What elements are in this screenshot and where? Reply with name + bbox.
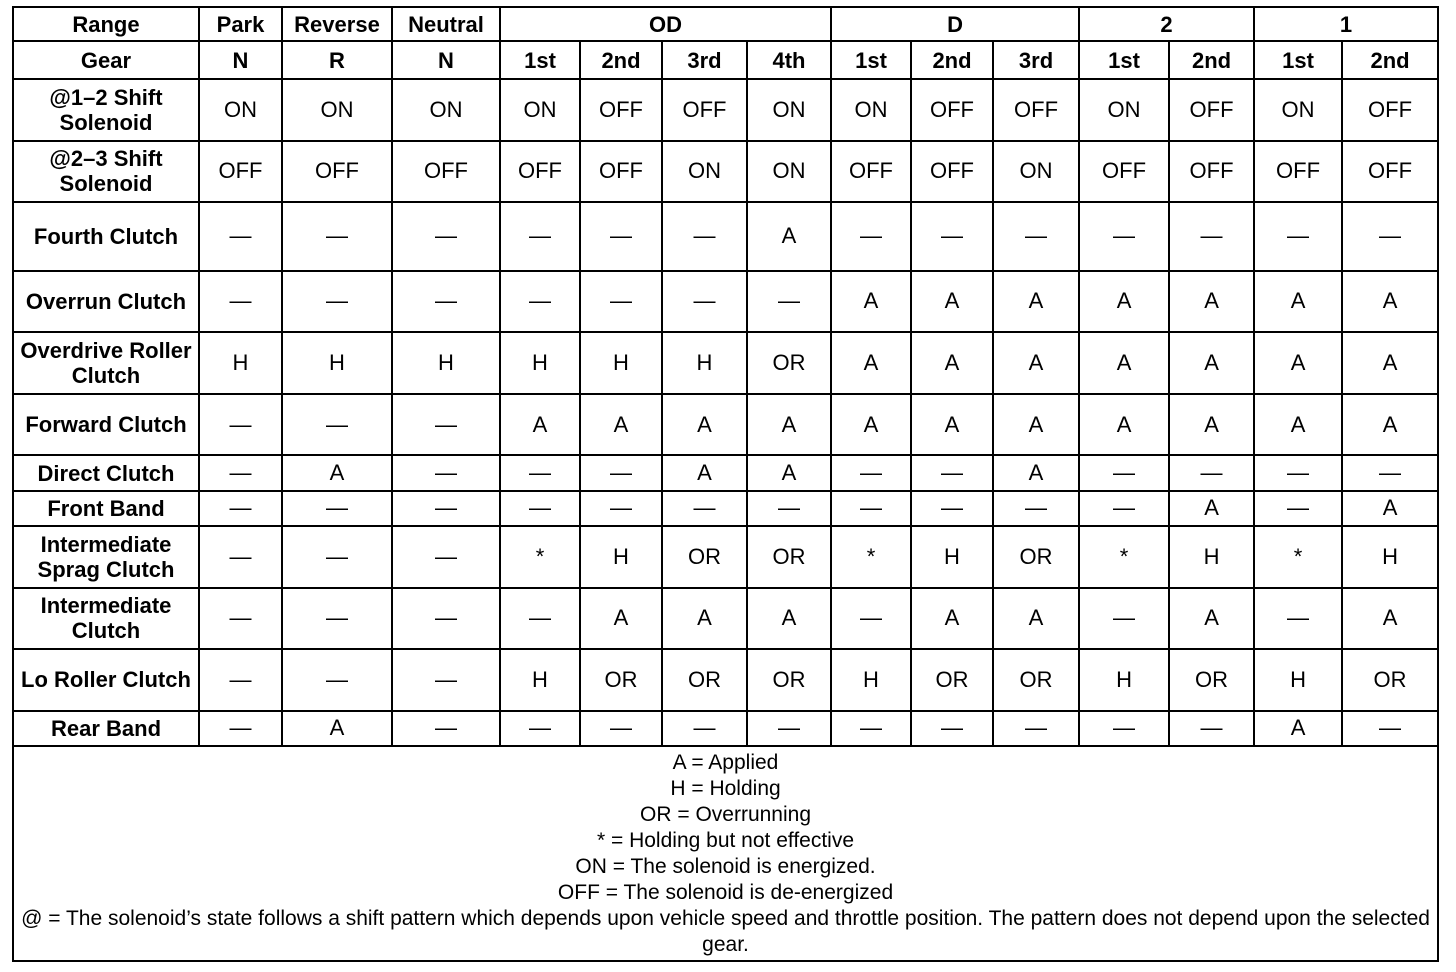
table-cell: —	[392, 526, 500, 588]
table-cell: —	[1342, 202, 1438, 271]
table-cell: A	[282, 711, 392, 746]
range-1: 1	[1254, 7, 1438, 41]
gear-cell: R	[282, 41, 392, 79]
table-cell: —	[199, 711, 282, 746]
table-row	[13, 271, 1438, 333]
gear-cell: 4th	[747, 41, 831, 79]
table-cell: OFF	[1169, 79, 1254, 141]
table-cell: ON	[392, 79, 500, 141]
table-cell: —	[831, 202, 911, 271]
gear-cell: 1st	[1079, 41, 1169, 79]
table-cell: A	[1169, 394, 1254, 456]
table-cell: *	[500, 526, 580, 588]
table-cell: —	[282, 202, 392, 271]
gear-cell: 2nd	[1342, 41, 1438, 79]
table-cell: —	[500, 271, 580, 333]
row-label: Intermediate Sprag Clutch	[13, 526, 199, 588]
table-cell: —	[1169, 455, 1254, 490]
table-cell: —	[392, 711, 500, 746]
table-cell: —	[1079, 202, 1169, 271]
table-cell: *	[831, 526, 911, 588]
table-cell: —	[580, 202, 662, 271]
legend-holding: H = Holding	[670, 776, 781, 800]
gear-cell: 2nd	[911, 41, 993, 79]
table-cell: H	[580, 332, 662, 394]
table-cell: A	[1342, 332, 1438, 394]
table-cell: —	[580, 491, 662, 526]
table-cell: ON	[993, 141, 1079, 203]
table-row	[13, 332, 1438, 394]
legend-overrunning: OR = Overrunning	[640, 802, 812, 826]
table-cell: —	[911, 711, 993, 746]
table-cell: —	[911, 491, 993, 526]
table-cell: A	[993, 271, 1079, 333]
row-label: Lo Roller Clutch	[13, 649, 199, 711]
table-cell: OFF	[500, 141, 580, 203]
table-cell: —	[392, 588, 500, 650]
table-cell: —	[282, 271, 392, 333]
table-cell: A	[993, 332, 1079, 394]
table-cell: —	[392, 649, 500, 711]
table-row	[13, 491, 1438, 526]
legend-asterisk: * = Holding but not effective	[596, 828, 855, 852]
row-label: Overdrive Roller Clutch	[13, 332, 199, 394]
table-cell: A	[747, 588, 831, 650]
table-cell: OR	[1169, 649, 1254, 711]
table-cell: A	[747, 394, 831, 456]
row-label: Intermediate Clutch	[13, 588, 199, 650]
range-neutral: Neutral	[392, 7, 500, 41]
table-cell: A	[1342, 588, 1438, 650]
table-cell: OR	[993, 649, 1079, 711]
table-cell: —	[1079, 711, 1169, 746]
table-cell: H	[500, 649, 580, 711]
table-cell: ON	[747, 141, 831, 203]
table-cell: —	[500, 711, 580, 746]
table-cell: H	[500, 332, 580, 394]
table-cell: —	[580, 711, 662, 746]
table-cell: H	[1169, 526, 1254, 588]
table-cell: —	[199, 394, 282, 456]
table-cell: ON	[282, 79, 392, 141]
table-cell: —	[392, 394, 500, 456]
table-cell: A	[662, 588, 747, 650]
range-2: 2	[1079, 7, 1254, 41]
range-header-label: Range	[13, 7, 199, 41]
table-cell: ON	[747, 79, 831, 141]
table-cell: —	[662, 271, 747, 333]
table-cell: OR	[747, 526, 831, 588]
table-cell: A	[1254, 332, 1342, 394]
table-cell: —	[1169, 711, 1254, 746]
table-row	[13, 526, 1438, 588]
table-cell: A	[662, 394, 747, 456]
table-cell: OR	[662, 649, 747, 711]
table-cell: A	[911, 271, 993, 333]
table-cell: A	[282, 455, 392, 490]
table-cell: —	[911, 202, 993, 271]
table-cell: —	[199, 271, 282, 333]
table-cell: ON	[1254, 79, 1342, 141]
table-cell: —	[1342, 711, 1438, 746]
legend-on: ON = The solenoid is energized.	[575, 854, 876, 878]
gear-cell: 2nd	[580, 41, 662, 79]
table-cell: H	[580, 526, 662, 588]
gear-header-label: Gear	[13, 41, 199, 79]
table-cell: OFF	[911, 141, 993, 203]
table-cell: A	[1254, 711, 1342, 746]
row-label: @2–3 Shift Solenoid	[13, 141, 199, 203]
table-row	[13, 711, 1438, 746]
table-cell: ON	[199, 79, 282, 141]
table-cell: H	[911, 526, 993, 588]
table-cell: A	[1254, 394, 1342, 456]
table-cell: A	[1079, 271, 1169, 333]
table-cell: —	[1079, 491, 1169, 526]
table-cell: ON	[831, 79, 911, 141]
table-cell: A	[1169, 271, 1254, 333]
table-body	[13, 79, 1438, 746]
table-cell: A	[993, 455, 1079, 490]
table-cell: ON	[1079, 79, 1169, 141]
table-row	[13, 141, 1438, 203]
table-cell: —	[1342, 455, 1438, 490]
legend-at: @ = The solenoid’s state follows a shift pattern which depends upon vehicle speed and throttle position. The pattern does not depend upon the selected gear.	[21, 906, 1430, 956]
table-cell: A	[1169, 332, 1254, 394]
table-cell: OFF	[1342, 79, 1438, 141]
table-cell: —	[199, 202, 282, 271]
table-cell: ON	[500, 79, 580, 141]
table-cell: —	[282, 649, 392, 711]
table-cell: —	[831, 491, 911, 526]
table-cell: OFF	[831, 141, 911, 203]
table-cell: —	[199, 526, 282, 588]
table-cell: H	[1254, 649, 1342, 711]
table-cell: OR	[911, 649, 993, 711]
table-cell: OR	[1342, 649, 1438, 711]
table-cell: A	[831, 394, 911, 456]
row-label: @1–2 Shift Solenoid	[13, 79, 199, 141]
row-label: Forward Clutch	[13, 394, 199, 456]
table-cell: OFF	[580, 79, 662, 141]
table-cell: —	[1079, 455, 1169, 490]
table-cell: A	[1169, 491, 1254, 526]
gear-cell: N	[199, 41, 282, 79]
table-cell: —	[1254, 491, 1342, 526]
table-cell: —	[747, 271, 831, 333]
table-cell: —	[199, 491, 282, 526]
table-cell: A	[831, 332, 911, 394]
table-cell: —	[580, 455, 662, 490]
range-d: D	[831, 7, 1079, 41]
table-cell: A	[580, 394, 662, 456]
table-cell: A	[1079, 332, 1169, 394]
table-cell: H	[392, 332, 500, 394]
table-cell: —	[282, 588, 392, 650]
table-cell: OFF	[199, 141, 282, 203]
table-cell: —	[662, 711, 747, 746]
table-cell: A	[1169, 588, 1254, 650]
table-cell: OR	[747, 649, 831, 711]
table-cell: A	[993, 588, 1079, 650]
table-cell: A	[747, 202, 831, 271]
table-cell: OFF	[993, 79, 1079, 141]
table-row	[13, 202, 1438, 271]
row-label: Overrun Clutch	[13, 271, 199, 333]
shift-table-container	[12, 6, 1437, 962]
row-label: Direct Clutch	[13, 455, 199, 490]
table-cell: OFF	[1342, 141, 1438, 203]
table-cell: A	[1342, 491, 1438, 526]
table-cell: —	[1254, 455, 1342, 490]
table-cell: OFF	[392, 141, 500, 203]
table-cell: *	[1079, 526, 1169, 588]
table-cell: A	[911, 394, 993, 456]
legend-applied: A = Applied	[672, 750, 779, 774]
gear-cell: 1st	[1254, 41, 1342, 79]
table-cell: —	[1079, 588, 1169, 650]
table-cell: A	[993, 394, 1079, 456]
table-cell: A	[1342, 394, 1438, 456]
table-cell: —	[500, 491, 580, 526]
table-cell: OR	[580, 649, 662, 711]
table-cell: OR	[747, 332, 831, 394]
table-row	[13, 79, 1438, 141]
table-cell: A	[831, 271, 911, 333]
table-cell: H	[831, 649, 911, 711]
table-cell: OFF	[1254, 141, 1342, 203]
table-cell: —	[662, 491, 747, 526]
table-cell: —	[911, 455, 993, 490]
range-od: OD	[500, 7, 831, 41]
gear-cell: 3rd	[662, 41, 747, 79]
table-cell: OFF	[662, 79, 747, 141]
table-cell: —	[392, 271, 500, 333]
shift-solenoid-clutch-table	[12, 6, 1439, 962]
range-reverse: Reverse	[282, 7, 392, 41]
gear-header-row	[13, 41, 1438, 79]
table-cell: —	[993, 491, 1079, 526]
table-cell: —	[831, 711, 911, 746]
table-cell: OFF	[282, 141, 392, 203]
legend	[13, 746, 1438, 961]
gear-cell: 1st	[831, 41, 911, 79]
table-cell: A	[747, 455, 831, 490]
row-label: Rear Band	[13, 711, 199, 746]
table-cell: —	[662, 202, 747, 271]
table-cell: —	[831, 588, 911, 650]
table-cell: ON	[662, 141, 747, 203]
range-header-row	[13, 7, 1438, 41]
table-cell: OFF	[580, 141, 662, 203]
row-label: Front Band	[13, 491, 199, 526]
table-cell: A	[500, 394, 580, 456]
gear-cell: N	[392, 41, 500, 79]
table-cell: A	[1342, 271, 1438, 333]
table-cell: A	[662, 455, 747, 490]
table-row	[13, 649, 1438, 711]
gear-cell: 1st	[500, 41, 580, 79]
table-cell: —	[1254, 588, 1342, 650]
table-cell: *	[1254, 526, 1342, 588]
table-cell: A	[911, 588, 993, 650]
table-cell: OFF	[911, 79, 993, 141]
table-cell: —	[392, 455, 500, 490]
table-cell: —	[282, 526, 392, 588]
table-cell: —	[282, 394, 392, 456]
gear-cell: 3rd	[993, 41, 1079, 79]
table-cell: —	[993, 711, 1079, 746]
table-cell: A	[1079, 394, 1169, 456]
table-cell: —	[747, 711, 831, 746]
table-cell: A	[1254, 271, 1342, 333]
table-cell: —	[1169, 202, 1254, 271]
table-cell: —	[282, 491, 392, 526]
table-cell: OFF	[1169, 141, 1254, 203]
table-cell: —	[392, 202, 500, 271]
legend-off: OFF = The solenoid is de-energized	[557, 880, 894, 904]
table-cell: —	[747, 491, 831, 526]
table-row	[13, 588, 1438, 650]
table-cell: —	[500, 588, 580, 650]
table-cell: H	[1079, 649, 1169, 711]
table-cell: —	[199, 455, 282, 490]
gear-cell: 2nd	[1169, 41, 1254, 79]
table-cell: H	[662, 332, 747, 394]
table-cell: A	[911, 332, 993, 394]
table-cell: —	[831, 455, 911, 490]
table-cell: OFF	[1079, 141, 1169, 203]
table-cell: —	[199, 649, 282, 711]
table-row	[13, 455, 1438, 490]
table-cell: OR	[662, 526, 747, 588]
table-cell: —	[500, 455, 580, 490]
table-cell: —	[993, 202, 1079, 271]
table-row	[13, 394, 1438, 456]
table-cell: —	[392, 491, 500, 526]
table-cell: —	[199, 588, 282, 650]
table-cell: H	[1342, 526, 1438, 588]
legend-row	[13, 746, 1438, 961]
table-cell: A	[580, 588, 662, 650]
table-cell: OR	[993, 526, 1079, 588]
table-cell: —	[500, 202, 580, 271]
table-cell: —	[580, 271, 662, 333]
table-cell: H	[199, 332, 282, 394]
row-label: Fourth Clutch	[13, 202, 199, 271]
table-cell: H	[282, 332, 392, 394]
table-cell: —	[1254, 202, 1342, 271]
range-park: Park	[199, 7, 282, 41]
